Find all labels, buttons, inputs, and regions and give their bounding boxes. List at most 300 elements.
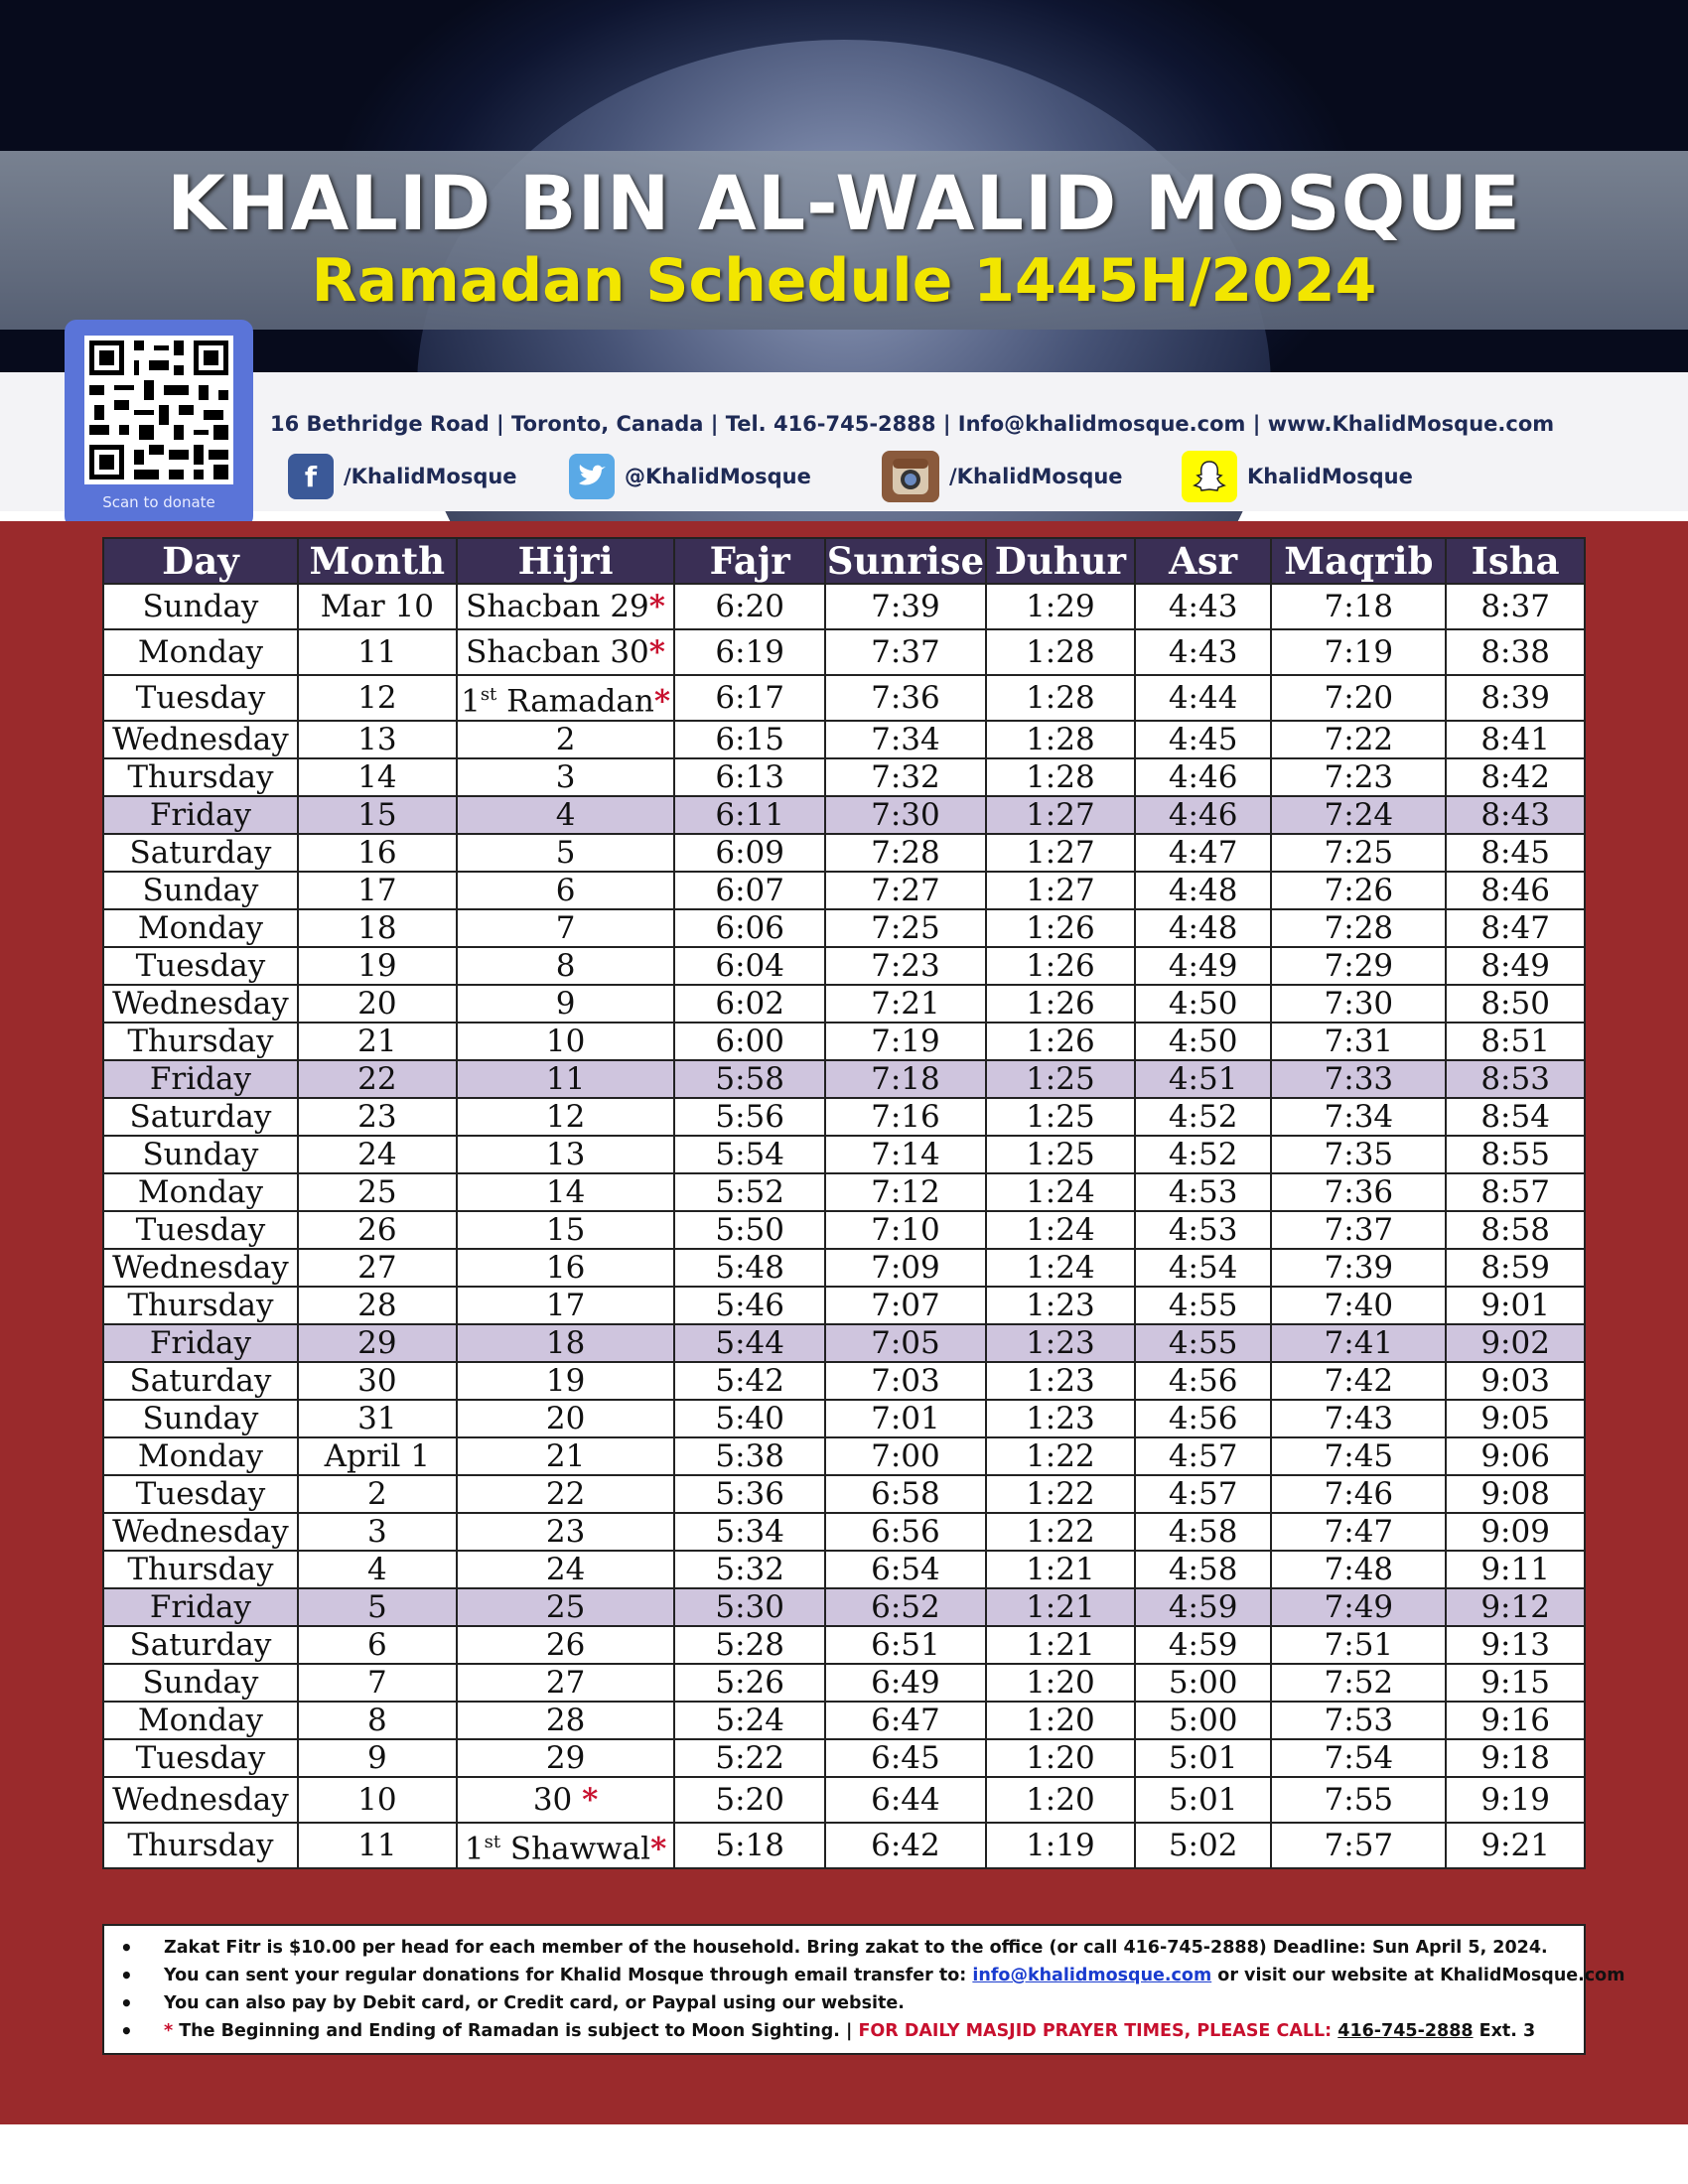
asterisk-mark: * [164, 2021, 174, 2041]
social-facebook[interactable] [288, 452, 517, 501]
cell-maqrib: 7:55 [1271, 1777, 1446, 1823]
cell-month: 16 [298, 834, 457, 872]
cell-hijri: 5 [457, 834, 675, 872]
cell-duhur: 1:25 [986, 1136, 1135, 1173]
cell-isha: 8:46 [1446, 872, 1585, 909]
cell-duhur: 1:24 [986, 1211, 1135, 1249]
cell-month: 2 [298, 1475, 457, 1513]
cell-maqrib: 7:37 [1271, 1211, 1446, 1249]
cell-duhur: 1:23 [986, 1287, 1135, 1324]
cell-asr: 5:01 [1135, 1739, 1272, 1777]
cell-maqrib: 7:47 [1271, 1513, 1446, 1551]
cell-asr: 4:52 [1135, 1136, 1272, 1173]
cell-day: Monday [103, 1702, 298, 1739]
cell-day: Friday [103, 1060, 298, 1098]
cell-duhur: 1:26 [986, 985, 1135, 1023]
column-header-month: Month [298, 538, 457, 584]
cell-duhur: 1:23 [986, 1362, 1135, 1400]
contact-band [0, 372, 1688, 511]
cell-sunrise: 7:23 [825, 947, 986, 985]
snapchat-icon[interactable] [1182, 451, 1237, 502]
cell-isha: 9:13 [1446, 1626, 1585, 1664]
cell-month: 28 [298, 1287, 457, 1324]
cell-asr: 5:00 [1135, 1702, 1272, 1739]
note-moon: • * The Beginning and Ending of Ramadan is subject to Moon Sighting. | FOR DAILY MASJID PRAYER TIMES, PLEASE CALL: 416-745-2888 Ext. 3 [104, 2017, 1584, 2045]
cell-duhur: 1:26 [986, 909, 1135, 947]
cell-hijri: 23 [457, 1513, 675, 1551]
cell-sunrise: 7:14 [825, 1136, 986, 1173]
cell-sunrise: 6:54 [825, 1551, 986, 1588]
table-row [103, 1777, 1585, 1823]
cell-month: April 1 [298, 1437, 457, 1475]
cell-hijri: 3 [457, 758, 675, 796]
cell-hijri: 28 [457, 1702, 675, 1739]
cell-hijri: 25 [457, 1588, 675, 1626]
cell-duhur: 1:21 [986, 1626, 1135, 1664]
cell-hijri: 19 [457, 1362, 675, 1400]
cell-hijri: Shacban 30* [457, 629, 675, 675]
cell-hijri: 1st Ramadan* [457, 675, 675, 721]
cell-day: Friday [103, 1324, 298, 1362]
email-link[interactable]: info@khalidmosque.com [972, 1966, 1212, 1985]
cell-asr: 4:48 [1135, 909, 1272, 947]
cell-duhur: 1:26 [986, 947, 1135, 985]
cell-isha: 8:59 [1446, 1249, 1585, 1287]
cell-day: Wednesday [103, 721, 298, 758]
cell-day: Monday [103, 1173, 298, 1211]
cell-asr: 4:43 [1135, 584, 1272, 629]
cell-fajr: 5:30 [674, 1588, 825, 1626]
cell-isha: 8:58 [1446, 1211, 1585, 1249]
cell-hijri: 18 [457, 1324, 675, 1362]
cell-fajr: 5:48 [674, 1249, 825, 1287]
cell-maqrib: 7:51 [1271, 1626, 1446, 1664]
cell-month: 4 [298, 1551, 457, 1588]
cell-month: 29 [298, 1324, 457, 1362]
moon-sighting-asterisk: * [648, 589, 665, 624]
cell-duhur: 1:23 [986, 1400, 1135, 1437]
cell-hijri: 12 [457, 1098, 675, 1136]
cell-fajr: 5:40 [674, 1400, 825, 1437]
table-row [103, 1437, 1585, 1475]
cell-sunrise: 7:30 [825, 796, 986, 834]
cell-sunrise: 6:56 [825, 1513, 986, 1551]
cell-duhur: 1:22 [986, 1513, 1135, 1551]
cell-day: Monday [103, 629, 298, 675]
cell-fajr: 5:46 [674, 1287, 825, 1324]
cell-asr: 4:58 [1135, 1551, 1272, 1588]
cell-hijri: 21 [457, 1437, 675, 1475]
cell-hijri: 20 [457, 1400, 675, 1437]
facebook-handle: /KhalidMosque [344, 465, 517, 488]
cell-hijri: 14 [457, 1173, 675, 1211]
table-row [103, 1060, 1585, 1098]
cell-day: Sunday [103, 872, 298, 909]
cell-fajr: 6:07 [674, 872, 825, 909]
cell-duhur: 1:25 [986, 1098, 1135, 1136]
cell-day: Thursday [103, 1823, 298, 1868]
moon-sighting-asterisk: * [650, 1831, 667, 1867]
cell-isha: 9:06 [1446, 1437, 1585, 1475]
cell-fajr: 5:58 [674, 1060, 825, 1098]
cell-maqrib: 7:22 [1271, 721, 1446, 758]
cell-asr: 4:57 [1135, 1437, 1272, 1475]
cell-month: 21 [298, 1023, 457, 1060]
cell-isha: 9:09 [1446, 1513, 1585, 1551]
cell-sunrise: 6:58 [825, 1475, 986, 1513]
cell-maqrib: 7:54 [1271, 1739, 1446, 1777]
cell-fajr: 5:18 [674, 1823, 825, 1868]
cell-asr: 4:53 [1135, 1173, 1272, 1211]
cell-month: 27 [298, 1249, 457, 1287]
page-subtitle: Ramadan Schedule 1445H/2024 [311, 246, 1377, 316]
column-header-asr: Asr [1135, 538, 1272, 584]
cell-sunrise: 7:10 [825, 1211, 986, 1249]
column-header-hijri: Hijri [457, 538, 675, 584]
cell-maqrib: 7:24 [1271, 796, 1446, 834]
cell-isha: 9:15 [1446, 1664, 1585, 1702]
cell-duhur: 1:20 [986, 1664, 1135, 1702]
cell-maqrib: 7:18 [1271, 584, 1446, 629]
cell-sunrise: 7:19 [825, 1023, 986, 1060]
social-snapchat[interactable] [1182, 452, 1413, 501]
cell-sunrise: 7:32 [825, 758, 986, 796]
cell-hijri: 27 [457, 1664, 675, 1702]
cell-fajr: 6:04 [674, 947, 825, 985]
cell-fajr: 6:15 [674, 721, 825, 758]
cell-day: Saturday [103, 834, 298, 872]
cell-isha: 9:16 [1446, 1702, 1585, 1739]
table-row [103, 1098, 1585, 1136]
cell-sunrise: 7:27 [825, 872, 986, 909]
column-header-duhur: Duhur [986, 538, 1135, 584]
table-row [103, 1173, 1585, 1211]
cell-month: 10 [298, 1777, 457, 1823]
phone-number[interactable]: 416-745-2888 [1337, 2021, 1474, 2041]
cell-day: Sunday [103, 584, 298, 629]
cell-asr: 5:00 [1135, 1664, 1272, 1702]
cell-isha: 8:38 [1446, 629, 1585, 675]
cell-isha: 9:03 [1446, 1362, 1585, 1400]
cell-month: 20 [298, 985, 457, 1023]
cell-fajr: 6:20 [674, 584, 825, 629]
cell-month: 30 [298, 1362, 457, 1400]
cell-maqrib: 7:46 [1271, 1475, 1446, 1513]
cell-duhur: 1:20 [986, 1702, 1135, 1739]
cell-asr: 4:58 [1135, 1513, 1272, 1551]
table-row [103, 1588, 1585, 1626]
cell-asr: 4:46 [1135, 758, 1272, 796]
cell-asr: 5:01 [1135, 1777, 1272, 1823]
cell-month: 22 [298, 1060, 457, 1098]
cell-maqrib: 7:42 [1271, 1362, 1446, 1400]
snapchat-handle: KhalidMosque [1247, 465, 1413, 488]
cell-isha: 9:21 [1446, 1823, 1585, 1868]
cell-fajr: 5:32 [674, 1551, 825, 1588]
notes-box [102, 1924, 1625, 2055]
cell-hijri: 15 [457, 1211, 675, 1249]
cell-month: 11 [298, 1823, 457, 1868]
cell-duhur: 1:27 [986, 796, 1135, 834]
cell-duhur: 1:29 [986, 584, 1135, 629]
cell-sunrise: 7:25 [825, 909, 986, 947]
cell-month: 13 [298, 721, 457, 758]
cell-duhur: 1:27 [986, 834, 1135, 872]
note-pay: • You can also pay by Debit card, or Credit card, or Paypal using our website. [104, 1989, 1584, 2017]
table-row [103, 675, 1585, 721]
cell-sunrise: 6:51 [825, 1626, 986, 1664]
cell-asr: 4:46 [1135, 796, 1272, 834]
cell-month: 19 [298, 947, 457, 985]
cell-hijri: 9 [457, 985, 675, 1023]
cell-day: Saturday [103, 1626, 298, 1664]
cell-fajr: 5:24 [674, 1702, 825, 1739]
cell-maqrib: 7:19 [1271, 629, 1446, 675]
table-row [103, 1475, 1585, 1513]
cell-month: 26 [298, 1211, 457, 1249]
cell-isha: 8:50 [1446, 985, 1585, 1023]
cell-isha: 8:45 [1446, 834, 1585, 872]
cell-isha: 8:49 [1446, 947, 1585, 985]
column-header-maqrib: Maqrib [1271, 538, 1446, 584]
cell-maqrib: 7:36 [1271, 1173, 1446, 1211]
table-row [103, 629, 1585, 675]
cell-fajr: 5:54 [674, 1136, 825, 1173]
cell-duhur: 1:28 [986, 721, 1135, 758]
cell-sunrise: 7:39 [825, 584, 986, 629]
table-row [103, 1211, 1585, 1249]
table-body [103, 584, 1585, 1868]
cell-day: Monday [103, 909, 298, 947]
cell-duhur: 1:22 [986, 1475, 1135, 1513]
table-row [103, 584, 1585, 629]
table-row [103, 796, 1585, 834]
cell-maqrib: 7:26 [1271, 872, 1446, 909]
cell-asr: 5:02 [1135, 1823, 1272, 1868]
cell-isha: 8:37 [1446, 584, 1585, 629]
cell-sunrise: 6:44 [825, 1777, 986, 1823]
cell-sunrise: 7:01 [825, 1400, 986, 1437]
cell-day: Thursday [103, 1287, 298, 1324]
cell-duhur: 1:19 [986, 1823, 1135, 1868]
cell-day: Thursday [103, 758, 298, 796]
cell-isha: 8:54 [1446, 1098, 1585, 1136]
cell-sunrise: 7:16 [825, 1098, 986, 1136]
cell-hijri: 29 [457, 1739, 675, 1777]
cell-hijri: 13 [457, 1136, 675, 1173]
page-title: KHALID BIN AL-WALID MOSQUE [167, 159, 1521, 247]
facebook-icon[interactable]: f [288, 454, 334, 499]
cell-hijri: 7 [457, 909, 675, 947]
cell-maqrib: 7:53 [1271, 1702, 1446, 1739]
cell-asr: 4:50 [1135, 985, 1272, 1023]
cell-duhur: 1:21 [986, 1588, 1135, 1626]
cell-maqrib: 7:25 [1271, 834, 1446, 872]
donate-qr-card[interactable] [65, 320, 253, 528]
cell-fajr: 5:26 [674, 1664, 825, 1702]
cell-asr: 4:47 [1135, 834, 1272, 872]
cell-maqrib: 7:49 [1271, 1588, 1446, 1626]
cell-isha: 9:01 [1446, 1287, 1585, 1324]
cell-isha: 9:11 [1446, 1551, 1585, 1588]
cell-isha: 8:51 [1446, 1023, 1585, 1060]
cell-isha: 8:55 [1446, 1136, 1585, 1173]
cell-isha: 8:41 [1446, 721, 1585, 758]
table-row [103, 1513, 1585, 1551]
cell-maqrib: 7:34 [1271, 1098, 1446, 1136]
contact-line: 16 Bethridge Road | Toronto, Canada | Tel. 416-745-2888 | Info@khalidmosque.com | www.KhalidMosque.com [270, 412, 1555, 436]
cell-hijri: 10 [457, 1023, 675, 1060]
cell-sunrise: 7:28 [825, 834, 986, 872]
header-banner [0, 0, 1688, 372]
cell-isha: 8:43 [1446, 796, 1585, 834]
cell-hijri: 8 [457, 947, 675, 985]
moon-sighting-asterisk: * [582, 1782, 599, 1818]
note-donate: • You can sent your regular donations for Khalid Mosque through email transfer to: info@khalidmosque.com or visit our website at KhalidMosque.com [104, 1962, 1584, 1989]
cell-day: Saturday [103, 1098, 298, 1136]
cell-sunrise: 7:21 [825, 985, 986, 1023]
column-header-isha: Isha [1446, 538, 1585, 584]
social-twitter[interactable] [569, 452, 811, 501]
social-instagram[interactable] [882, 452, 1123, 501]
cell-hijri: Shacban 29* [457, 584, 675, 629]
cell-asr: 4:59 [1135, 1626, 1272, 1664]
cell-day: Wednesday [103, 1777, 298, 1823]
cell-month: 18 [298, 909, 457, 947]
cell-asr: 4:48 [1135, 872, 1272, 909]
cell-asr: 4:55 [1135, 1287, 1272, 1324]
cell-isha: 8:57 [1446, 1173, 1585, 1211]
cell-month: 9 [298, 1739, 457, 1777]
table-row [103, 1324, 1585, 1362]
cell-isha: 8:42 [1446, 758, 1585, 796]
cell-duhur: 1:28 [986, 629, 1135, 675]
cell-duhur: 1:20 [986, 1777, 1135, 1823]
cell-fajr: 5:34 [674, 1513, 825, 1551]
cell-month: 25 [298, 1173, 457, 1211]
cell-asr: 4:43 [1135, 629, 1272, 675]
cell-isha: 9:12 [1446, 1588, 1585, 1626]
cell-isha: 8:39 [1446, 675, 1585, 721]
cell-maqrib: 7:28 [1271, 909, 1446, 947]
cell-month: 15 [298, 796, 457, 834]
table-row [103, 1400, 1585, 1437]
cell-sunrise: 7:36 [825, 675, 986, 721]
cell-asr: 4:56 [1135, 1400, 1272, 1437]
cell-asr: 4:57 [1135, 1475, 1272, 1513]
cell-asr: 4:55 [1135, 1324, 1272, 1362]
cell-hijri: 11 [457, 1060, 675, 1098]
cell-day: Wednesday [103, 1249, 298, 1287]
cell-hijri: 30 * [457, 1777, 675, 1823]
cell-maqrib: 7:35 [1271, 1136, 1446, 1173]
cell-duhur: 1:22 [986, 1437, 1135, 1475]
table-row [103, 1739, 1585, 1777]
cell-fajr: 5:28 [674, 1626, 825, 1664]
cell-asr: 4:59 [1135, 1588, 1272, 1626]
cell-asr: 4:49 [1135, 947, 1272, 985]
cell-hijri: 1st Shawwal* [457, 1823, 675, 1868]
cell-duhur: 1:23 [986, 1324, 1135, 1362]
table-row [103, 721, 1585, 758]
table-header-row [103, 538, 1585, 584]
cell-sunrise: 6:52 [825, 1588, 986, 1626]
cell-month: 23 [298, 1098, 457, 1136]
cell-sunrise: 6:45 [825, 1739, 986, 1777]
cell-sunrise: 6:47 [825, 1702, 986, 1739]
cell-maqrib: 7:33 [1271, 1060, 1446, 1098]
cell-duhur: 1:20 [986, 1739, 1135, 1777]
cell-fajr: 6:19 [674, 629, 825, 675]
cell-month: 17 [298, 872, 457, 909]
cell-fajr: 6:17 [674, 675, 825, 721]
table-row [103, 1664, 1585, 1702]
cell-fajr: 6:00 [674, 1023, 825, 1060]
cell-hijri: 6 [457, 872, 675, 909]
cell-month: 24 [298, 1136, 457, 1173]
cell-hijri: 26 [457, 1626, 675, 1664]
cell-fajr: 5:56 [674, 1098, 825, 1136]
cell-fajr: 6:09 [674, 834, 825, 872]
cell-isha: 9:19 [1446, 1777, 1585, 1823]
cell-sunrise: 7:18 [825, 1060, 986, 1098]
cell-fajr: 6:02 [674, 985, 825, 1023]
qr-label: Scan to donate [102, 493, 215, 511]
cell-sunrise: 7:03 [825, 1362, 986, 1400]
cell-day: Sunday [103, 1400, 298, 1437]
instagram-icon[interactable] [882, 451, 939, 502]
cell-duhur: 1:24 [986, 1249, 1135, 1287]
cell-month: 3 [298, 1513, 457, 1551]
cell-fajr: 6:06 [674, 909, 825, 947]
table-row [103, 1136, 1585, 1173]
moon-sighting-asterisk: * [648, 634, 665, 670]
cell-hijri: 16 [457, 1249, 675, 1287]
cell-duhur: 1:28 [986, 675, 1135, 721]
cell-fajr: 5:50 [674, 1211, 825, 1249]
cell-month: 8 [298, 1702, 457, 1739]
cell-fajr: 6:13 [674, 758, 825, 796]
table-row [103, 947, 1585, 985]
cell-duhur: 1:27 [986, 872, 1135, 909]
cell-sunrise: 6:49 [825, 1664, 986, 1702]
cell-duhur: 1:24 [986, 1173, 1135, 1211]
table-row [103, 1551, 1585, 1588]
cell-month: 7 [298, 1664, 457, 1702]
cell-asr: 4:52 [1135, 1098, 1272, 1136]
moon-sighting-asterisk: * [653, 683, 671, 720]
cell-maqrib: 7:31 [1271, 1023, 1446, 1060]
cell-fajr: 6:11 [674, 796, 825, 834]
cell-day: Tuesday [103, 675, 298, 721]
cell-day: Tuesday [103, 947, 298, 985]
table-row [103, 1249, 1585, 1287]
cell-fajr: 5:38 [674, 1437, 825, 1475]
cell-asr: 4:50 [1135, 1023, 1272, 1060]
qr-code-icon[interactable] [84, 336, 233, 484]
cell-isha: 9:08 [1446, 1475, 1585, 1513]
cell-day: Friday [103, 1588, 298, 1626]
table-row [103, 909, 1585, 947]
cell-sunrise: 7:37 [825, 629, 986, 675]
cell-asr: 4:53 [1135, 1211, 1272, 1249]
cell-duhur: 1:28 [986, 758, 1135, 796]
cell-isha: 9:02 [1446, 1324, 1585, 1362]
cell-fajr: 5:52 [674, 1173, 825, 1211]
column-header-day: Day [103, 538, 298, 584]
cell-sunrise: 6:42 [825, 1823, 986, 1868]
twitter-icon[interactable] [569, 454, 615, 499]
